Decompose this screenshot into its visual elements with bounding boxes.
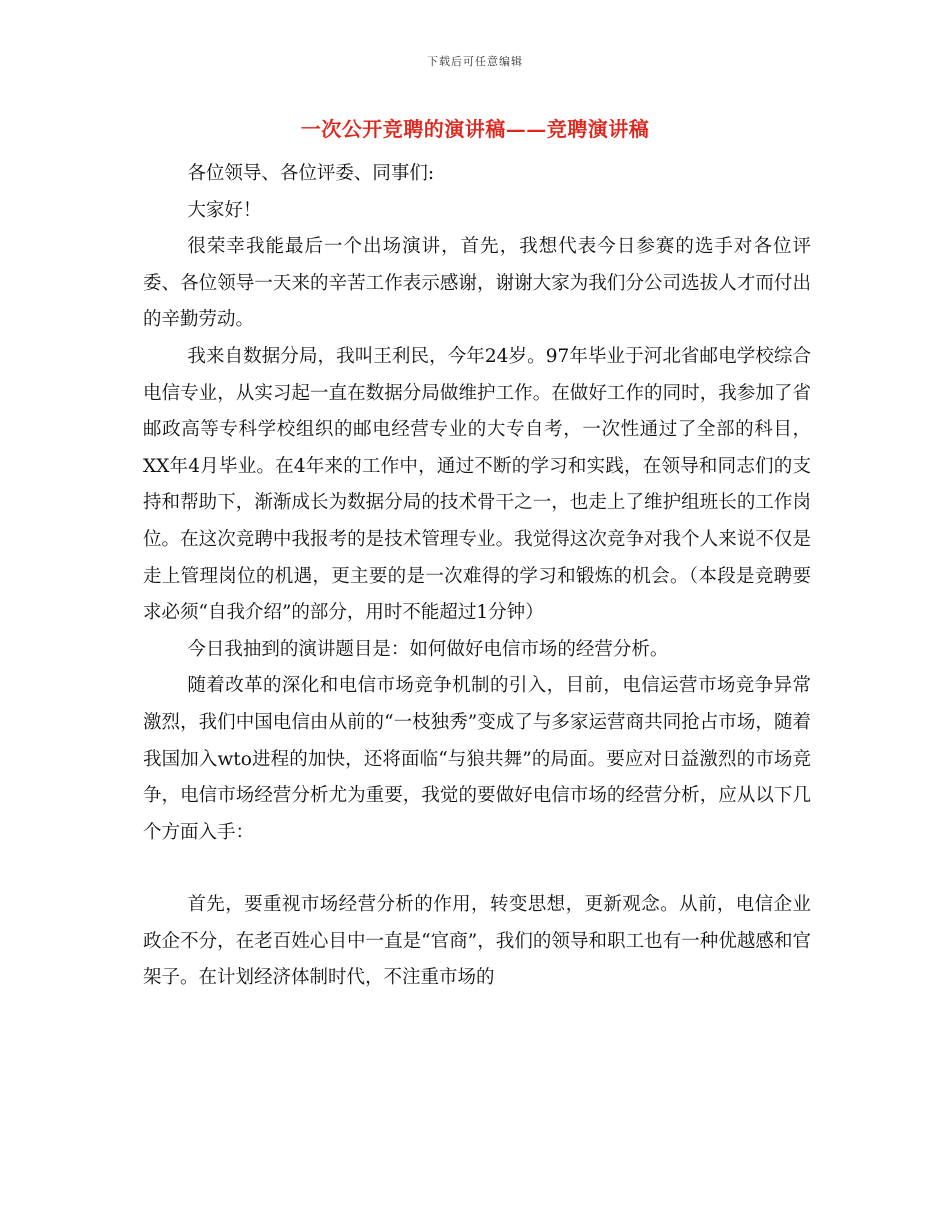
- paragraph-self-introduction: 我来自数据分局，我叫王利民，今年24岁。97年毕业于河北省邮电学校综合电信专业，从实习起一直在数据分局做维护工作。在做好工作的同时，我参加了省邮政高等专科学校组织的邮电经营专业的大专自考，一次性通过了全部的科目，XX年4月毕业。在4年来的工作中，通过不断的学习和实践，在领导和同志们的支持和帮助下，渐渐成长为数据分局的技术骨干之一，也走上了维护组班长的工作岗位。在这次竞聘中我报考的是技术管理专业。我觉得这次竞争对我个人来说不仅是走上管理岗位的机遇，更主要的是一次难得的学习和锻炼的机会。（本段是竞聘要求必须“自我介绍”的部分，用时不能超过1分钟）: [143, 345, 811, 624]
- paragraph-salutation: 各位领导、各位评委、同事们:: [187, 163, 435, 184]
- document-body: [143, 156, 811, 997]
- paragraph-thanks: 很荣幸我能最后一个出场演讲，首先，我想代表今日参赛的选手对各位评委、各位领导一天来的辛苦工作表示感谢，谢谢大家为我们分公司选拔人才而付出的辛勤劳动。: [143, 236, 811, 331]
- paragraph-spacer: [143, 851, 811, 887]
- paragraph-topic: 今日我抽到的演讲题目是：如何做好电信市场的经营分析。: [187, 638, 669, 660]
- document-title: 一次公开竞聘的演讲稿——竞聘演讲稿: [300, 117, 650, 141]
- paragraph-first-point: 首先，要重视市场经营分析的作用，转变思想，更新观念。从前，电信企业政企不分，在老百姓心目中一直是“官商”，我们的领导和职工也有一种优越感和官架子。在计划经济体制时代，不注重市场的: [143, 894, 811, 989]
- header-note: 下载后可任意编辑: [427, 55, 523, 68]
- paragraph-market-context: 随着改革的深化和电信市场竞争机制的引入，目前，电信运营市场竞争异常激烈，我们中国电信由从前的“一枝独秀”变成了与多家运营商共同抢占市场，随着我国加入wto进程的加快，还将面临“与狼共舞”的局面。要应对日益激烈的市场竞争，电信市场经营分析尤为重要，我觉的要做好电信市场的经营分析，应从以下几个方面入手：: [143, 675, 811, 843]
- paragraph-greeting: 大家好！: [187, 199, 262, 221]
